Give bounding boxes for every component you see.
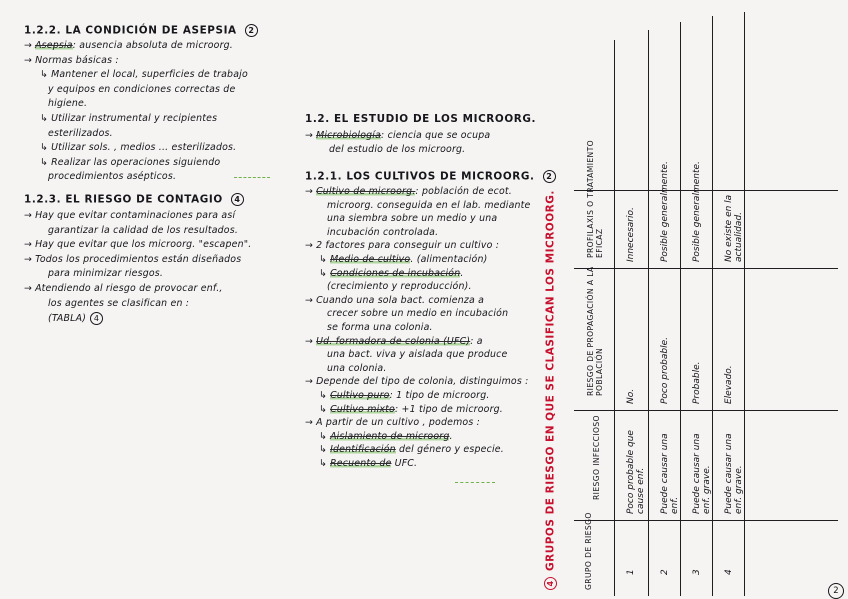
- page-number: 2: [828, 583, 844, 599]
- note-line: [24, 239, 251, 250]
- note-text: (TABLA): [48, 313, 87, 325]
- table-cell-profilaxis: Innecesario.: [626, 207, 636, 262]
- note-line: [319, 390, 490, 401]
- header-profilaxis: PROFILAXIS O TRATAMIENTO EFICAZ: [586, 139, 604, 258]
- note-text: Utilizar sols. , medios ... esterilizados.: [51, 142, 237, 154]
- arrow-icon: →: [305, 130, 314, 141]
- note-text: una bact. viva y aislada que produce: [327, 349, 508, 361]
- arrow-icon: ↳: [319, 390, 328, 401]
- note-line: [305, 336, 483, 347]
- note-text: UFC.: [391, 458, 418, 469]
- table-cell-propagacion: Elevado.: [724, 365, 734, 404]
- term-highlight: Cultivo de microorg.: [316, 186, 416, 197]
- header-grupo: GRUPO DE RIESGO: [584, 512, 593, 590]
- arrow-icon: ↳: [40, 69, 49, 81]
- heading-riesgo-text: 1.2.3. EL RIESGO DE CONTAGIO: [24, 193, 223, 206]
- table-cell-infeccioso: Puede causar una enf. grave.: [692, 433, 712, 514]
- note-line: [40, 69, 248, 80]
- table-rule: [744, 12, 745, 596]
- note-line: [319, 458, 417, 469]
- arrow-icon: ↳: [319, 254, 328, 265]
- heading-asepsia-text: 1.2.2. LA CONDICIÓN DE ASEPSIA: [24, 24, 237, 37]
- note-text: Realizar las operaciones siguiendo: [51, 156, 221, 168]
- note-text: .: [460, 267, 464, 279]
- term-highlight: Aislamiento de microorg: [330, 430, 450, 442]
- note-text: crecer sobre un medio en incubación: [327, 308, 509, 320]
- highlight-dash: [455, 482, 495, 483]
- note-text: Depende del tipo de colonia, distinguimos :: [316, 376, 529, 388]
- heading-riesgo-contagio: [24, 193, 244, 206]
- arrow-icon: →: [305, 294, 314, 306]
- table-cell-profilaxis: No existe en la actualidad.: [724, 194, 744, 262]
- table-cell-propagacion: Poco probable.: [660, 336, 670, 404]
- term-highlight: Identificación: [330, 444, 396, 456]
- note-text: : ausencia absoluta de microorg.: [72, 40, 233, 51]
- note-text: . (alimentación): [410, 254, 488, 265]
- table-cell-propagacion: Probable.: [692, 361, 702, 404]
- note-line: [305, 295, 484, 306]
- note-text: A partir de un cultivo , podemos :: [316, 417, 480, 429]
- note-line: [305, 417, 480, 428]
- arrow-icon: →: [305, 240, 314, 252]
- table-title-text: GRUPOS DE RIESGO EN QUE SE CLASIFICAN LOS MICROORG.: [544, 190, 557, 571]
- note-line: [305, 240, 499, 251]
- note-line: [48, 298, 189, 309]
- term-highlight: Medio de cultivo: [330, 254, 411, 265]
- note-text: una siembra sobre un medio y una: [327, 213, 498, 225]
- note-text: para minimizar riesgos.: [48, 268, 164, 280]
- note-line: [305, 376, 529, 387]
- note-text: esterilizados.: [48, 127, 113, 139]
- note-text: .: [449, 430, 453, 442]
- note-line: [48, 171, 176, 182]
- table-cell-grupo: 3: [692, 569, 702, 575]
- note-line: [24, 283, 223, 294]
- note-text: microorg. conseguida en el lab. mediante: [327, 199, 531, 211]
- note-line: [319, 431, 453, 442]
- arrow-icon: →: [305, 376, 314, 388]
- note-text: Normas básicas :: [35, 54, 119, 66]
- arrow-icon: →: [24, 253, 33, 265]
- term-highlight: Recuento de: [330, 458, 392, 469]
- note-line: [319, 268, 464, 279]
- note-line: [319, 254, 488, 265]
- heading-riesgo-badge: 4: [231, 193, 244, 206]
- note-text: : población de ecot.: [415, 186, 512, 197]
- note-line: [305, 130, 490, 141]
- note-text: del estudio de los microorg.: [329, 144, 466, 155]
- note-text: se forma una colonia.: [327, 322, 433, 333]
- arrow-icon: →: [305, 417, 314, 429]
- table-rule: [648, 30, 649, 596]
- note-text: Atendiendo al riesgo de provocar enf.,: [35, 283, 223, 294]
- term-highlight: Asepsia: [35, 40, 73, 51]
- table-cell-infeccioso: Poco probable que cause enf.: [626, 430, 646, 514]
- arrow-icon: ↳: [319, 458, 328, 469]
- note-line: [48, 128, 113, 139]
- arrow-icon: →: [24, 40, 33, 51]
- table-cell-grupo: 4: [724, 569, 734, 575]
- note-text: garantizar la calidad de los resultados.: [48, 224, 239, 236]
- note-text: Mantener el local, superficies de trabajo: [51, 69, 248, 81]
- term-highlight: Microbiología: [316, 130, 382, 141]
- table-cell-profilaxis: Posible generalmente.: [660, 161, 670, 262]
- note-line: [305, 186, 512, 197]
- note-text: : 1 tipo de microorg.: [389, 390, 490, 401]
- table-rule: [680, 22, 681, 596]
- note-line: [327, 227, 438, 238]
- arrow-icon: ↳: [319, 403, 328, 415]
- note-line: [24, 254, 241, 265]
- table-cell-infeccioso: Puede causar una enf. grave.: [724, 433, 744, 514]
- table-title: [544, 190, 557, 590]
- heading-asepsia: [24, 24, 258, 37]
- note-line: [24, 55, 119, 66]
- table-cell-infeccioso: Puede causar una enf.: [660, 433, 680, 514]
- arrow-icon: →: [24, 210, 33, 221]
- note-text: una colonia.: [327, 362, 387, 374]
- table-cell-grupo: 1: [626, 569, 636, 575]
- arrow-icon: ↳: [40, 142, 49, 154]
- note-badge: 4: [90, 312, 103, 325]
- heading-estudio: 1.2. EL ESTUDIO DE LOS MICROORG.: [305, 113, 537, 125]
- arrow-icon: →: [305, 186, 314, 197]
- table-rule: [614, 40, 615, 596]
- note-line: [327, 363, 387, 374]
- note-text: Hay que evitar que los microorg. "escapen".: [35, 239, 252, 251]
- term-highlight: Cultivo mixto: [330, 403, 395, 415]
- heading-asepsia-badge: 2: [245, 24, 258, 37]
- term-highlight: Ud. formadora de colonia (UFC): [316, 335, 471, 347]
- heading-cultivos: [305, 170, 556, 183]
- note-line: [48, 225, 238, 236]
- note-text: Hay que evitar contaminaciones para así: [35, 210, 236, 221]
- arrow-icon: ↳: [40, 113, 49, 124]
- arrow-icon: →: [24, 283, 33, 294]
- note-text: Cuando una sola bact. comienza a: [316, 294, 485, 306]
- heading-cultivos-badge: 2: [543, 170, 556, 183]
- note-text: y equipos en condiciones correctas de: [48, 83, 236, 95]
- table-rule: [712, 16, 713, 596]
- note-line: [40, 113, 217, 124]
- arrow-icon: ↳: [319, 267, 328, 279]
- note-text: 2 factores para conseguir un cultivo :: [316, 240, 500, 252]
- term-highlight: Condiciones de incubación: [330, 267, 461, 279]
- note-line: [329, 144, 465, 155]
- header-propagacion: RIESGO DE PROPAGACIÓN A LA POBLACIÓN: [586, 266, 604, 396]
- table-cell-profilaxis: Posible generalmente.: [692, 161, 702, 262]
- note-text: Utilizar instrumental y recipientes: [51, 113, 218, 124]
- highlight-dash: [234, 177, 270, 178]
- arrow-icon: ↳: [319, 444, 328, 456]
- note-line: [48, 98, 87, 109]
- arrow-icon: →: [24, 239, 33, 251]
- note-line: [40, 142, 236, 153]
- arrow-icon: →: [24, 54, 33, 66]
- note-line: [327, 281, 472, 292]
- note-line: [48, 312, 103, 325]
- note-line: [48, 84, 235, 95]
- arrow-icon: ↳: [40, 156, 49, 168]
- note-text: higiene.: [48, 98, 88, 110]
- note-text: procedimientos asépticos.: [48, 171, 177, 183]
- note-line: [40, 157, 220, 168]
- note-text: : a: [470, 335, 483, 347]
- note-text: Todos los procedimientos están diseñados: [35, 253, 242, 265]
- note-line: [327, 200, 531, 211]
- note-text: : +1 tipo de microorg.: [395, 403, 503, 415]
- note-line: [327, 213, 497, 224]
- note-text: del género y especie.: [395, 444, 504, 456]
- term-highlight: Cultivo puro: [330, 390, 390, 401]
- note-text: : ciencia que se ocupa: [381, 130, 491, 141]
- note-text: incubación controlada.: [327, 226, 439, 238]
- note-text: los agentes se clasifican en :: [48, 297, 190, 309]
- note-line: [24, 40, 233, 51]
- arrow-icon: →: [305, 335, 314, 347]
- note-line: [327, 322, 433, 333]
- note-line: [327, 308, 508, 319]
- note-line: [48, 268, 163, 279]
- note-line: [319, 404, 503, 415]
- arrow-icon: ↳: [319, 430, 328, 442]
- table-cell-grupo: 2: [660, 569, 670, 575]
- table-title-badge: 4: [544, 577, 557, 590]
- note-line: [24, 210, 235, 221]
- note-line: [319, 444, 504, 455]
- note-text: (crecimiento y reproducción).: [327, 281, 472, 293]
- header-infeccioso: RIESGO INFECCIOSO: [592, 415, 601, 500]
- note-line: [327, 349, 508, 360]
- table-cell-propagacion: No.: [626, 388, 636, 404]
- heading-cultivos-text: 1.2.1. LOS CULTIVOS DE MICROORG.: [305, 170, 535, 183]
